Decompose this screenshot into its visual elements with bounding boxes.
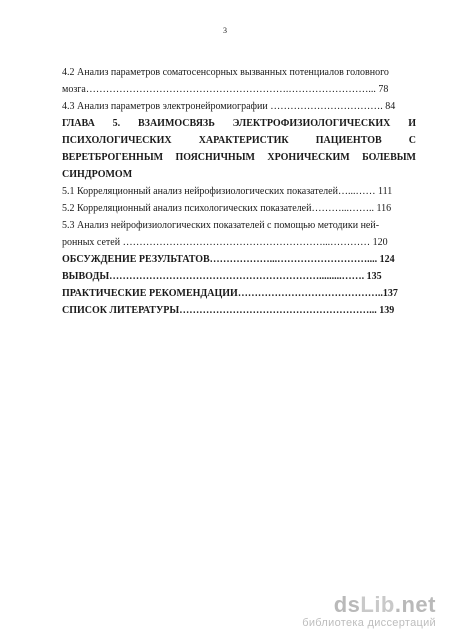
toc-entry-references: СПИСОК ЛИТЕРАТУРЫ…………………………………………………... 139 [62,305,395,316]
toc-entry-conclusions: ВЫВОДЫ……………………………………………………….........……. 135 [62,271,382,282]
toc-entry-5-3-line1: 5.3 Анализ нейрофизиологических показателей с помощью методики ней- [62,220,380,231]
toc-entry-4-3: 4.3 Анализ параметров электронейромиографии ……………………………. 84 [62,101,396,112]
table-of-contents [62,64,416,319]
dslib-watermark [286,594,436,629]
toc-entry-5-3-line2: ронных сетей ……………………………………………………...………… 120 [62,237,388,248]
logo-text-ds: ds [333,592,361,617]
toc-entry-5-1: 5.1 Корреляционный анализ нейрофизиологических показателей…...…… 111 [62,186,393,197]
toc-entry-4-2-line1: 4.2 Анализ параметров соматосенсорных вызванных потенциалов головного [62,67,389,78]
toc-entry-recommendations: ПРАКТИЧЕСКИЕ РЕКОМЕНДАЦИИ……………………………………..137 [62,288,398,299]
watermark-subtitle: библиотека диссертаций [302,617,436,629]
toc-entry-discussion: ОБСУЖДЕНИЕ РЕЗУЛЬТАТОВ………………...……………………….... 124 [62,254,395,265]
logo-text-lib: Lib [360,592,395,617]
dslib-logo [286,594,436,616]
toc-entry-4-2-line2: мозга…………………………………………………….……………………... 78 [62,84,389,95]
logo-text-net: .net [394,592,436,617]
toc-entry-5-2: 5.2 Корреляционный анализ психологических показателей………...…….. 116 [62,203,392,214]
toc-chapter-5-heading: ГЛАВА 5. ВЗАИМОСВЯЗЬ ЭЛЕКТРОФИЗИОЛОГИЧЕСКИХ И ПСИХОЛОГИЧЕСКИХ ХАРАКТЕРИСТИК ПАЦИЕНТОВ С ВЕРЕТБРОГЕННЫМ ПОЯСНИЧНЫМ ХРОНИЧЕСКИМ БОЛЕВЫМ СИНДРОМОМ [62,118,416,180]
page-number: 3 [223,26,227,35]
